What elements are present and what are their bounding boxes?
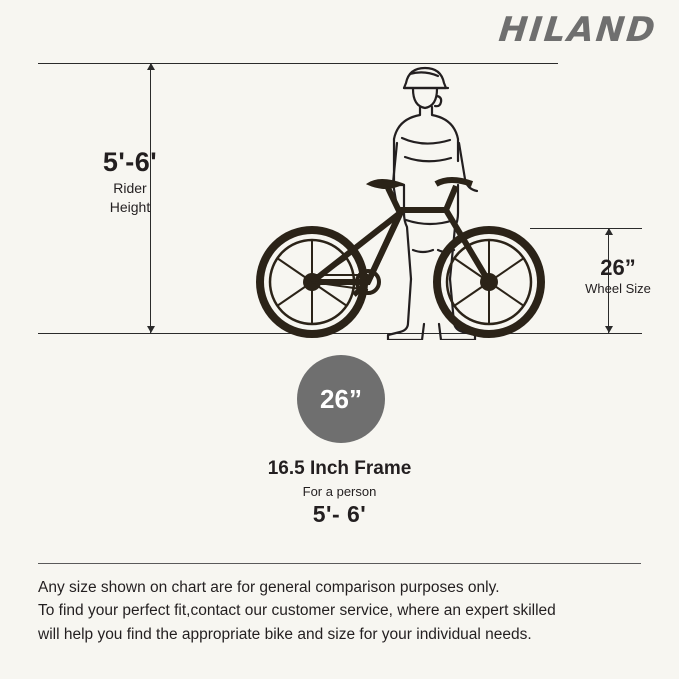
frame-info xyxy=(0,458,679,528)
disclaimer-line-3: will help you find the appropriate bike and size for your individual needs. xyxy=(38,625,532,643)
wheel-size-caption: Wheel Size xyxy=(585,281,651,297)
wheel-size-arrow-down-icon xyxy=(605,326,613,333)
frame-size-text: 16.5 Inch Frame xyxy=(267,458,412,479)
disclaimer-line-2: To find your perfect fit,contact our customer service, where an expert skilled xyxy=(38,602,556,620)
frame-height-text: 5'- 6' xyxy=(312,501,367,527)
frame-person-text: For a person xyxy=(302,484,377,499)
footer-divider xyxy=(38,563,641,564)
rider-height-caption-line1: Rider xyxy=(113,179,147,196)
brand-logo: HILAND xyxy=(497,10,660,50)
bike-and-rider-illustration xyxy=(250,50,560,345)
rider-height-arrow-down-icon xyxy=(147,326,155,333)
rider-height-label xyxy=(60,148,200,217)
rider-height-caption-line2: Height xyxy=(109,199,151,216)
wheel-size-label xyxy=(563,256,673,296)
wheel-size-value: 26” xyxy=(600,255,636,280)
disclaimer-line-1: Any size shown on chart are for general comparison purposes only. xyxy=(38,579,500,596)
rider-height-arrow-up-icon xyxy=(147,63,155,70)
rider-height-value: 5'-6' xyxy=(102,147,158,177)
mountain-bike-icon xyxy=(260,180,541,334)
wheel-size-badge: 26” xyxy=(297,355,385,443)
disclaimer-text xyxy=(38,576,649,646)
wheel-size-arrow-up-icon xyxy=(605,228,613,235)
